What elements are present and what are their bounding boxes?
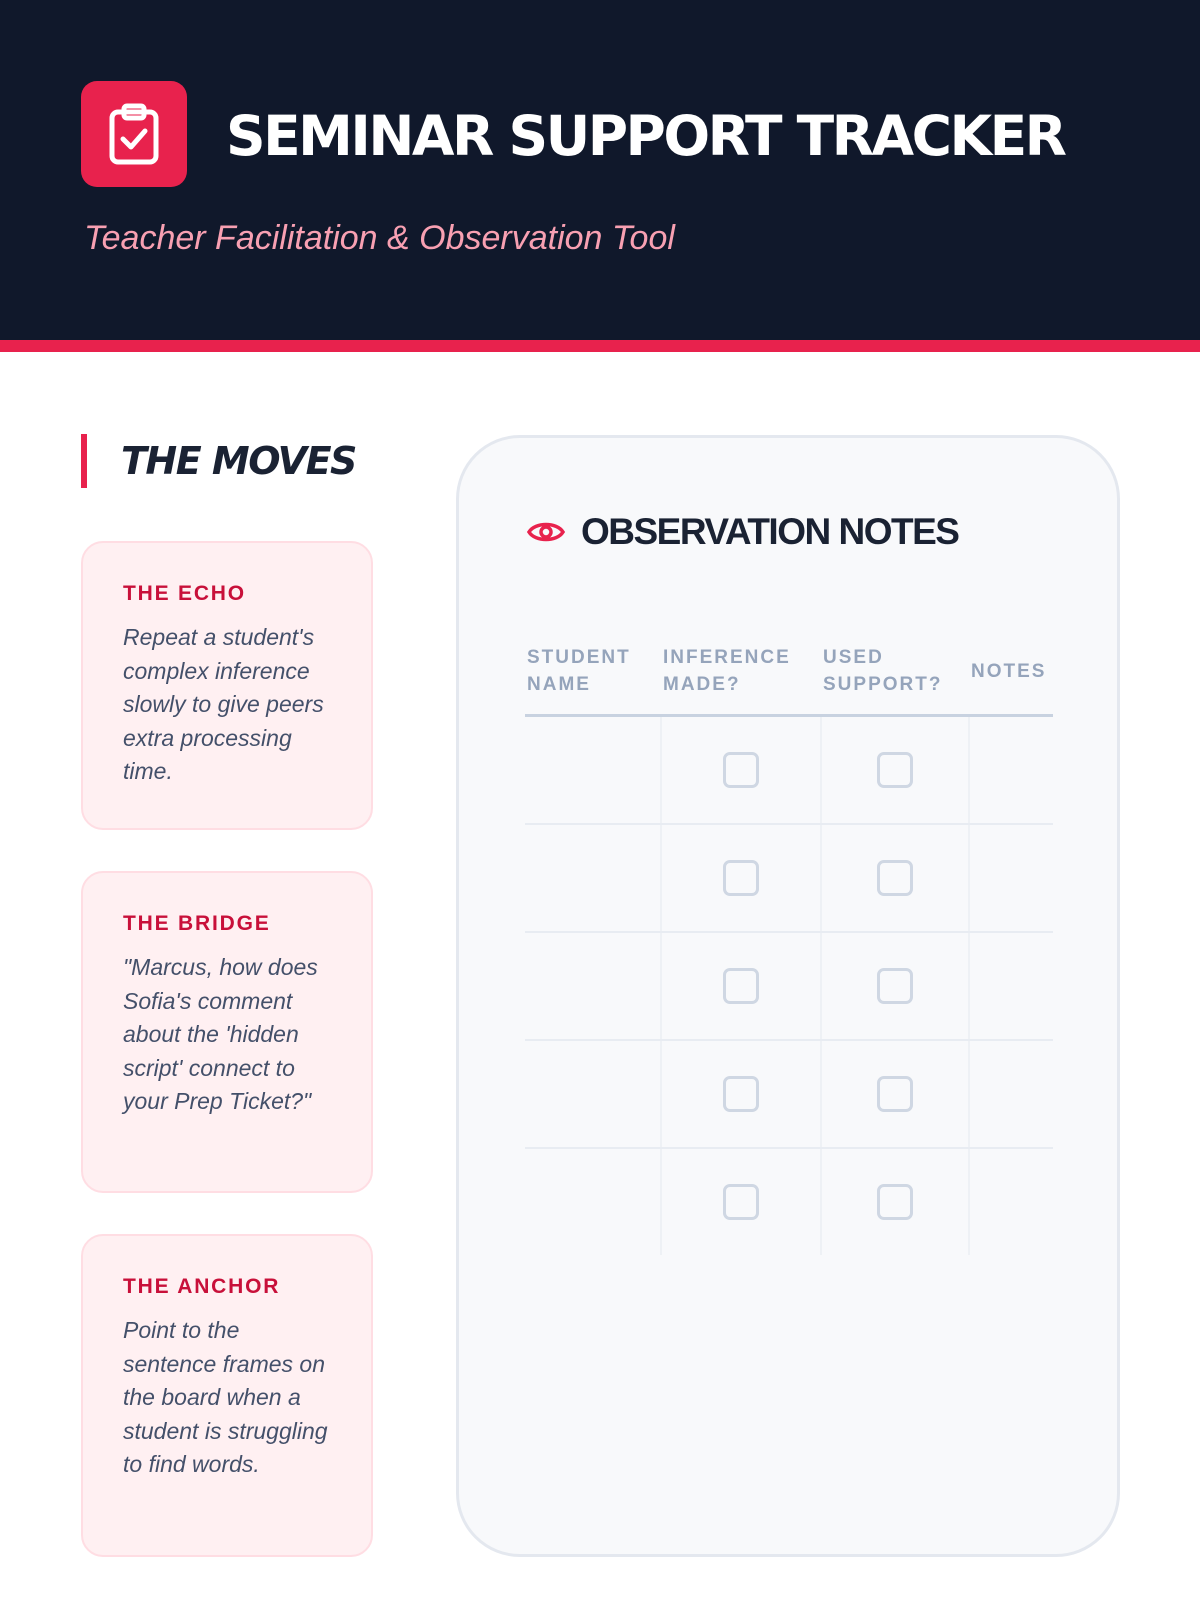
notes-cell[interactable] [969,824,1053,932]
notes-cell[interactable] [969,716,1053,825]
move-card-text: "Marcus, how does Sofia's comment about the 'hidden script' connect to your Prep Ticket?" [123,954,318,1114]
student-name-cell[interactable] [525,1040,661,1148]
column-header-notes: NOTES [969,628,1053,716]
inference-made-checkbox[interactable] [723,752,759,788]
move-card-anchor [81,1234,373,1557]
inference-made-cell [661,1148,821,1255]
table-row [525,824,1053,932]
student-name-cell[interactable] [525,824,661,932]
page-title: SEMINAR SUPPORT TRACKER [226,104,1065,168]
column-header-inference-made: INFERENCE MADE? [661,628,821,716]
student-name-cell[interactable] [525,716,661,825]
inference-made-checkbox[interactable] [723,1076,759,1112]
observation-panel [456,435,1120,1557]
table-row [525,716,1053,825]
student-name-cell[interactable] [525,932,661,1040]
move-card-title: THE ANCHOR [123,1275,281,1298]
move-card-bridge [81,871,373,1193]
used-support-cell [821,1040,969,1148]
used-support-checkbox[interactable] [877,860,913,896]
table-header-row [525,628,1053,716]
notes-cell[interactable] [969,1040,1053,1148]
move-card-text: Repeat a student's complex inference slowly to give peers extra processing time. [123,624,324,784]
moves-heading: THE MOVES [81,434,356,488]
used-support-checkbox[interactable] [877,1184,913,1220]
move-card-text: Point to the sentence frames on the board when a student is struggling to find words. [123,1317,328,1477]
observation-heading [527,508,958,556]
table-row [525,1148,1053,1255]
observation-table [525,628,1053,1255]
inference-made-checkbox[interactable] [723,860,759,896]
used-support-cell [821,1148,969,1255]
inference-made-cell [661,1040,821,1148]
used-support-cell [821,716,969,825]
move-card-title: THE ECHO [123,582,246,605]
table-row [525,1040,1053,1148]
notes-cell[interactable] [969,932,1053,1040]
page-header [0,0,1200,352]
inference-made-cell [661,932,821,1040]
observation-title: OBSERVATION NOTES [581,511,959,552]
used-support-checkbox[interactable] [877,752,913,788]
column-header-student-name: STUDENT NAME [525,628,661,716]
used-support-cell [821,932,969,1040]
move-card-echo [81,541,373,830]
notes-cell[interactable] [969,1148,1053,1255]
inference-made-checkbox[interactable] [723,968,759,1004]
eye-icon [527,518,565,546]
clipboard-check-icon [81,81,187,187]
inference-made-cell [661,824,821,932]
move-card-title: THE BRIDGE [123,912,271,935]
used-support-checkbox[interactable] [877,968,913,1004]
column-header-used-support: USED SUPPORT? [821,628,969,716]
inference-made-checkbox[interactable] [723,1184,759,1220]
page-subtitle: Teacher Facilitation & Observation Tool [84,219,675,257]
table-row [525,932,1053,1040]
inference-made-cell [661,716,821,825]
student-name-cell[interactable] [525,1148,661,1255]
used-support-cell [821,824,969,932]
used-support-checkbox[interactable] [877,1076,913,1112]
